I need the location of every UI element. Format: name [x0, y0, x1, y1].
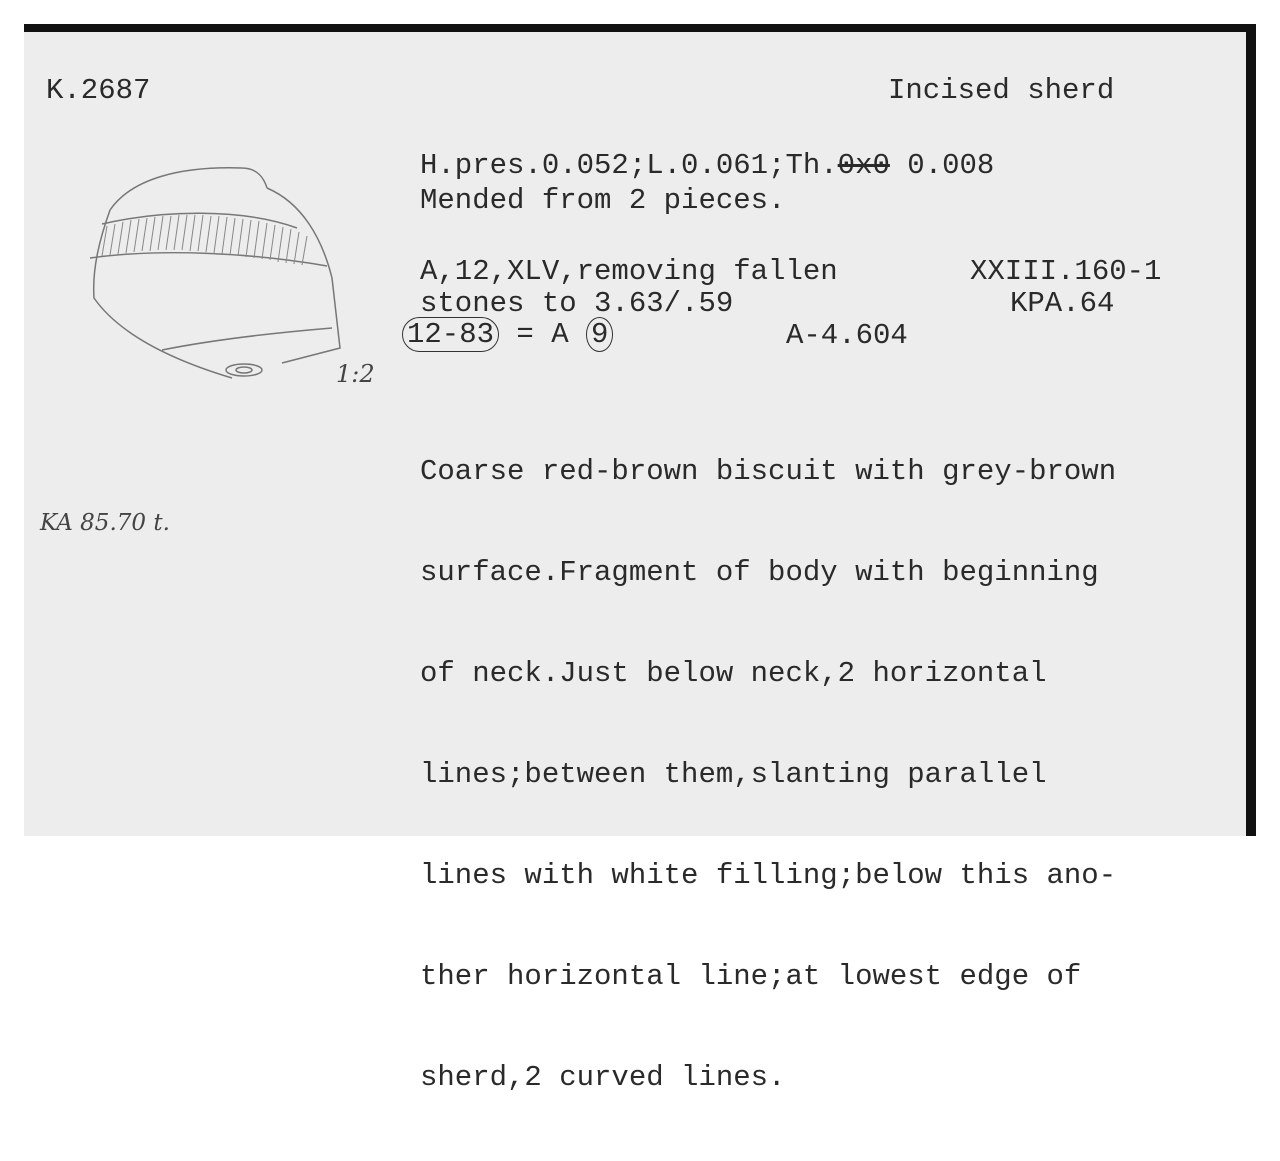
- context-line-2: stones to 3.63/.59: [420, 287, 734, 320]
- reference-line: [402, 318, 613, 351]
- catalog-number: K.2687: [46, 74, 151, 107]
- scale-note: 1:2: [336, 360, 375, 388]
- dimensions-text: H.pres.0.052;L.0.061;Th.: [420, 149, 838, 182]
- description-line: Coarse red-brown biscuit with grey-brown: [420, 455, 1117, 488]
- mended-note: Mended from 2 pieces.: [420, 184, 786, 217]
- reference-right-1: XXIII.160-1: [970, 255, 1162, 288]
- struck-text: 0x0: [837, 149, 890, 182]
- context-line-1: A,12,XLV,removing fallen: [420, 255, 838, 288]
- sherd-drawing: [82, 158, 362, 388]
- description: [420, 388, 1116, 1161]
- index-card: [24, 24, 1256, 1094]
- reference-a: A-4.604: [786, 319, 908, 352]
- object-title: Incised sherd: [888, 74, 1115, 107]
- dimensions-line: [420, 149, 994, 182]
- margin-note: KA 85.70 t.: [40, 510, 170, 536]
- reference-equals: = A: [516, 318, 569, 351]
- description-line: surface.Fragment of body with beginning: [420, 556, 1099, 589]
- description-line: lines with white filling;below this ano-: [420, 859, 1117, 892]
- circled-number: 9: [586, 317, 613, 352]
- description-line: lines;between them,slanting parallel: [420, 758, 1047, 791]
- description-line: of neck.Just below neck,2 horizontal: [420, 657, 1047, 690]
- circled-reference: 12-83: [402, 317, 499, 352]
- thickness-value: 0.008: [907, 149, 995, 182]
- reference-right-2: KPA.64: [1010, 287, 1115, 320]
- description-line: ther horizontal line;at lowest edge of: [420, 960, 1082, 993]
- description-line: sherd,2 curved lines.: [420, 1061, 786, 1094]
